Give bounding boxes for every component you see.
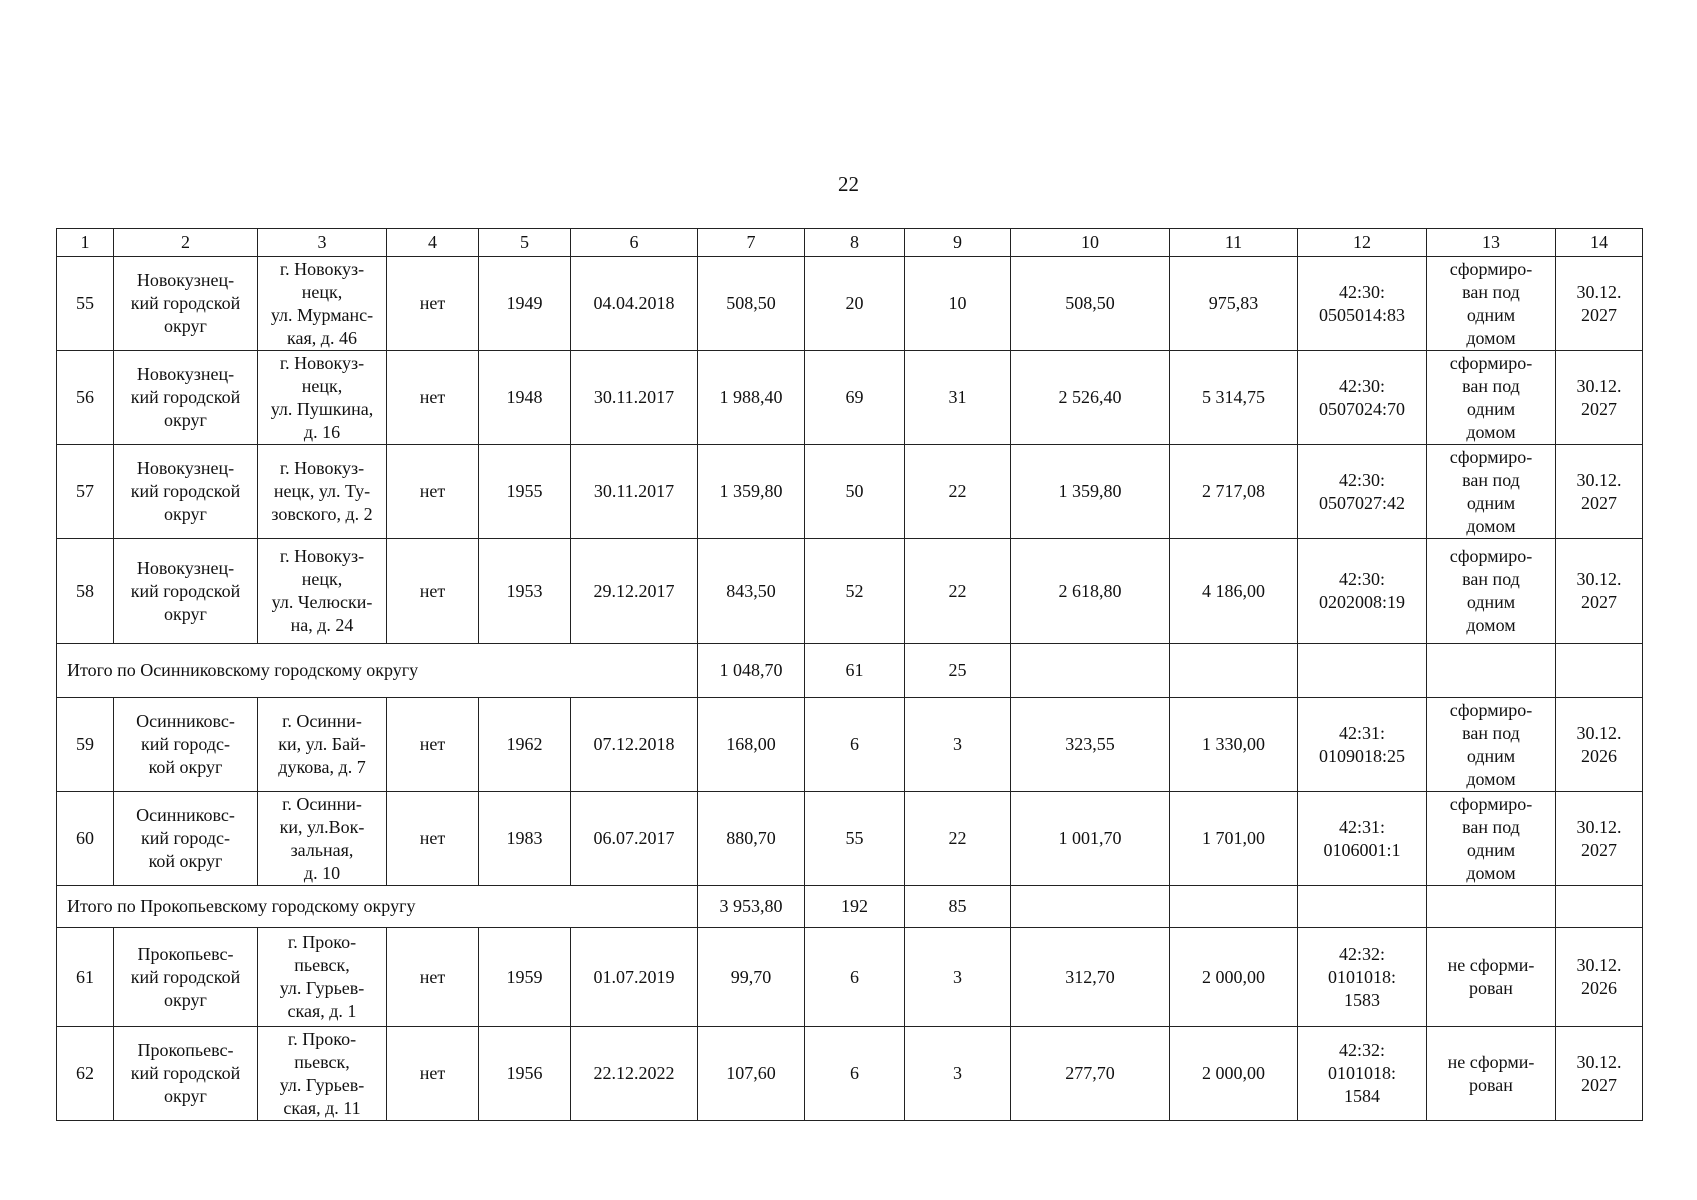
cell-deadline: 30.12. 2027	[1556, 257, 1643, 351]
cell-date: 22.12.2022	[571, 1027, 698, 1121]
cell-cost: 1 330,00	[1170, 698, 1298, 792]
cell-area: 99,70	[698, 928, 805, 1027]
cell-deadline: 30.12. 2027	[1556, 539, 1643, 644]
cell-cadastral-number: 42:30: 0505014:83	[1298, 257, 1427, 351]
total-cell-apartments: 85	[905, 886, 1011, 928]
cell-apartments: 22	[905, 445, 1011, 539]
total-cell-land-status	[1427, 644, 1556, 698]
table-body	[57, 229, 1643, 1121]
cell-apartments: 3	[905, 698, 1011, 792]
cell-apartments: 22	[905, 539, 1011, 644]
cell-area: 1 988,40	[698, 351, 805, 445]
cell-total-area: 312,70	[1011, 928, 1170, 1027]
cell-address: г. Новокуз- нецк, ул. Мурманс- кая, д. 46	[258, 257, 387, 351]
cell-total-area: 1 359,80	[1011, 445, 1170, 539]
cell-date: 06.07.2017	[571, 792, 698, 886]
cell-year: 1949	[479, 257, 571, 351]
header-row	[57, 229, 1643, 257]
cell-cadastral-number: 42:31: 0109018:25	[1298, 698, 1427, 792]
table-row	[57, 792, 1643, 886]
table-row	[57, 1027, 1643, 1121]
cell-cost: 2 000,00	[1170, 1027, 1298, 1121]
cell-total-area: 277,70	[1011, 1027, 1170, 1121]
cell-land-status: не сформи- рован	[1427, 1027, 1556, 1121]
total-cell-cadastral-number	[1298, 644, 1427, 698]
cell-municipality: Прокопьевс- кий городской округ	[114, 1027, 258, 1121]
cell-deadline: 30.12. 2026	[1556, 698, 1643, 792]
cell-year: 1962	[479, 698, 571, 792]
cell-address: г. Осинни- ки, ул. Бай- дукова, д. 7	[258, 698, 387, 792]
header-cell: 2	[114, 229, 258, 257]
total-cell-land-status	[1427, 886, 1556, 928]
table-row	[57, 698, 1643, 792]
total-row	[57, 644, 1643, 698]
total-cell-deadline	[1556, 644, 1643, 698]
cell-land-status: сформиро- ван под одним домом	[1427, 792, 1556, 886]
table-row	[57, 539, 1643, 644]
cell-apartments: 22	[905, 792, 1011, 886]
cell-land-status: сформиро- ван под одним домом	[1427, 698, 1556, 792]
table-row	[57, 351, 1643, 445]
cell-year: 1953	[479, 539, 571, 644]
cell-municipality: Новокузнец- кий городской округ	[114, 351, 258, 445]
cell-municipality: Осинниковс- кий городс- кой округ	[114, 792, 258, 886]
total-cell-total-area	[1011, 886, 1170, 928]
cell-year: 1955	[479, 445, 571, 539]
cell-total-area: 508,50	[1011, 257, 1170, 351]
cell-deadline: 30.12. 2027	[1556, 445, 1643, 539]
cell-year: 1956	[479, 1027, 571, 1121]
cell-municipality: Новокузнец- кий городской округ	[114, 445, 258, 539]
cell-address: г. Проко- пьевск, ул. Гурьев- ская, д. 11	[258, 1027, 387, 1121]
header-cell: 10	[1011, 229, 1170, 257]
cell-deadline: 30.12. 2026	[1556, 928, 1643, 1027]
cell-status: нет	[387, 928, 479, 1027]
cell-apartments: 31	[905, 351, 1011, 445]
cell-total-area: 2 618,80	[1011, 539, 1170, 644]
total-cell-area: 1 048,70	[698, 644, 805, 698]
cell-apartments: 3	[905, 928, 1011, 1027]
cell-cadastral-number: 42:30: 0202008:19	[1298, 539, 1427, 644]
cell-cost: 2 000,00	[1170, 928, 1298, 1027]
cell-address: г. Новокуз- нецк, ул. Челюски- на, д. 24	[258, 539, 387, 644]
cell-residents: 6	[805, 928, 905, 1027]
header-cell: 3	[258, 229, 387, 257]
cell-residents: 69	[805, 351, 905, 445]
cell-date: 29.12.2017	[571, 539, 698, 644]
cell-residents: 20	[805, 257, 905, 351]
header-cell: 9	[905, 229, 1011, 257]
cell-row-number: 55	[57, 257, 114, 351]
cell-area: 168,00	[698, 698, 805, 792]
cell-residents: 6	[805, 1027, 905, 1121]
total-cell-deadline	[1556, 886, 1643, 928]
cell-land-status: сформиро- ван под одним домом	[1427, 351, 1556, 445]
cell-area: 107,60	[698, 1027, 805, 1121]
header-cell: 11	[1170, 229, 1298, 257]
table-row	[57, 445, 1643, 539]
cell-municipality: Новокузнец- кий городской округ	[114, 539, 258, 644]
cell-address: г. Осинни- ки, ул.Вок- зальная, д. 10	[258, 792, 387, 886]
cell-area: 843,50	[698, 539, 805, 644]
cell-row-number: 57	[57, 445, 114, 539]
cell-row-number: 59	[57, 698, 114, 792]
cell-date: 01.07.2019	[571, 928, 698, 1027]
header-cell: 13	[1427, 229, 1556, 257]
cell-status: нет	[387, 698, 479, 792]
cell-deadline: 30.12. 2027	[1556, 351, 1643, 445]
total-label: Итого по Прокопьевскому городскому округу	[57, 886, 698, 928]
cell-date: 04.04.2018	[571, 257, 698, 351]
header-cell: 1	[57, 229, 114, 257]
cell-status: нет	[387, 1027, 479, 1121]
cell-cost: 4 186,00	[1170, 539, 1298, 644]
cell-row-number: 60	[57, 792, 114, 886]
cell-year: 1948	[479, 351, 571, 445]
total-cell-cadastral-number	[1298, 886, 1427, 928]
cell-status: нет	[387, 257, 479, 351]
cell-cadastral-number: 42:32: 0101018: 1584	[1298, 1027, 1427, 1121]
header-cell: 8	[805, 229, 905, 257]
total-cell-residents: 192	[805, 886, 905, 928]
total-cell-total-area	[1011, 644, 1170, 698]
table-row	[57, 257, 1643, 351]
cell-status: нет	[387, 792, 479, 886]
header-cell: 4	[387, 229, 479, 257]
total-cell-area: 3 953,80	[698, 886, 805, 928]
cell-residents: 52	[805, 539, 905, 644]
cell-total-area: 1 001,70	[1011, 792, 1170, 886]
cell-status: нет	[387, 351, 479, 445]
cell-land-status: не сформи- рован	[1427, 928, 1556, 1027]
cell-residents: 50	[805, 445, 905, 539]
cell-apartments: 10	[905, 257, 1011, 351]
cell-cadastral-number: 42:30: 0507024:70	[1298, 351, 1427, 445]
cell-residents: 55	[805, 792, 905, 886]
cell-municipality: Осинниковс- кий городс- кой округ	[114, 698, 258, 792]
cell-residents: 6	[805, 698, 905, 792]
total-label: Итого по Осинниковскому городскому округу	[57, 644, 698, 698]
cell-cadastral-number: 42:30: 0507027:42	[1298, 445, 1427, 539]
header-cell: 5	[479, 229, 571, 257]
cell-date: 30.11.2017	[571, 445, 698, 539]
cell-deadline: 30.12. 2027	[1556, 1027, 1643, 1121]
cell-cost: 1 701,00	[1170, 792, 1298, 886]
cell-land-status: сформиро- ван под одним домом	[1427, 257, 1556, 351]
cell-municipality: Прокопьевс- кий городской округ	[114, 928, 258, 1027]
cell-area: 508,50	[698, 257, 805, 351]
page-number: 22	[838, 172, 859, 196]
data-table	[56, 228, 1643, 1121]
cell-date: 07.12.2018	[571, 698, 698, 792]
cell-cadastral-number: 42:32: 0101018: 1583	[1298, 928, 1427, 1027]
total-cell-residents: 61	[805, 644, 905, 698]
cell-date: 30.11.2017	[571, 351, 698, 445]
header-cell: 14	[1556, 229, 1643, 257]
cell-address: г. Новокуз- нецк, ул. Ту- зовского, д. 2	[258, 445, 387, 539]
cell-row-number: 58	[57, 539, 114, 644]
cell-apartments: 3	[905, 1027, 1011, 1121]
cell-row-number: 61	[57, 928, 114, 1027]
header-cell: 7	[698, 229, 805, 257]
cell-cost: 975,83	[1170, 257, 1298, 351]
cell-land-status: сформиро- ван под одним домом	[1427, 445, 1556, 539]
cell-year: 1959	[479, 928, 571, 1027]
cell-status: нет	[387, 445, 479, 539]
cell-deadline: 30.12. 2027	[1556, 792, 1643, 886]
cell-total-area: 2 526,40	[1011, 351, 1170, 445]
cell-row-number: 56	[57, 351, 114, 445]
table-row	[57, 928, 1643, 1027]
cell-municipality: Новокузнец- кий городской округ	[114, 257, 258, 351]
total-cell-cost	[1170, 644, 1298, 698]
cell-cost: 2 717,08	[1170, 445, 1298, 539]
cell-area: 1 359,80	[698, 445, 805, 539]
cell-cost: 5 314,75	[1170, 351, 1298, 445]
total-cell-apartments: 25	[905, 644, 1011, 698]
header-cell: 12	[1298, 229, 1427, 257]
cell-area: 880,70	[698, 792, 805, 886]
total-row	[57, 886, 1643, 928]
cell-address: г. Новокуз- нецк, ул. Пушкина, д. 16	[258, 351, 387, 445]
cell-row-number: 62	[57, 1027, 114, 1121]
cell-year: 1983	[479, 792, 571, 886]
cell-total-area: 323,55	[1011, 698, 1170, 792]
total-cell-cost	[1170, 886, 1298, 928]
cell-cadastral-number: 42:31: 0106001:1	[1298, 792, 1427, 886]
cell-status: нет	[387, 539, 479, 644]
cell-land-status: сформиро- ван под одним домом	[1427, 539, 1556, 644]
header-cell: 6	[571, 229, 698, 257]
cell-address: г. Проко- пьевск, ул. Гурьев- ская, д. 1	[258, 928, 387, 1027]
